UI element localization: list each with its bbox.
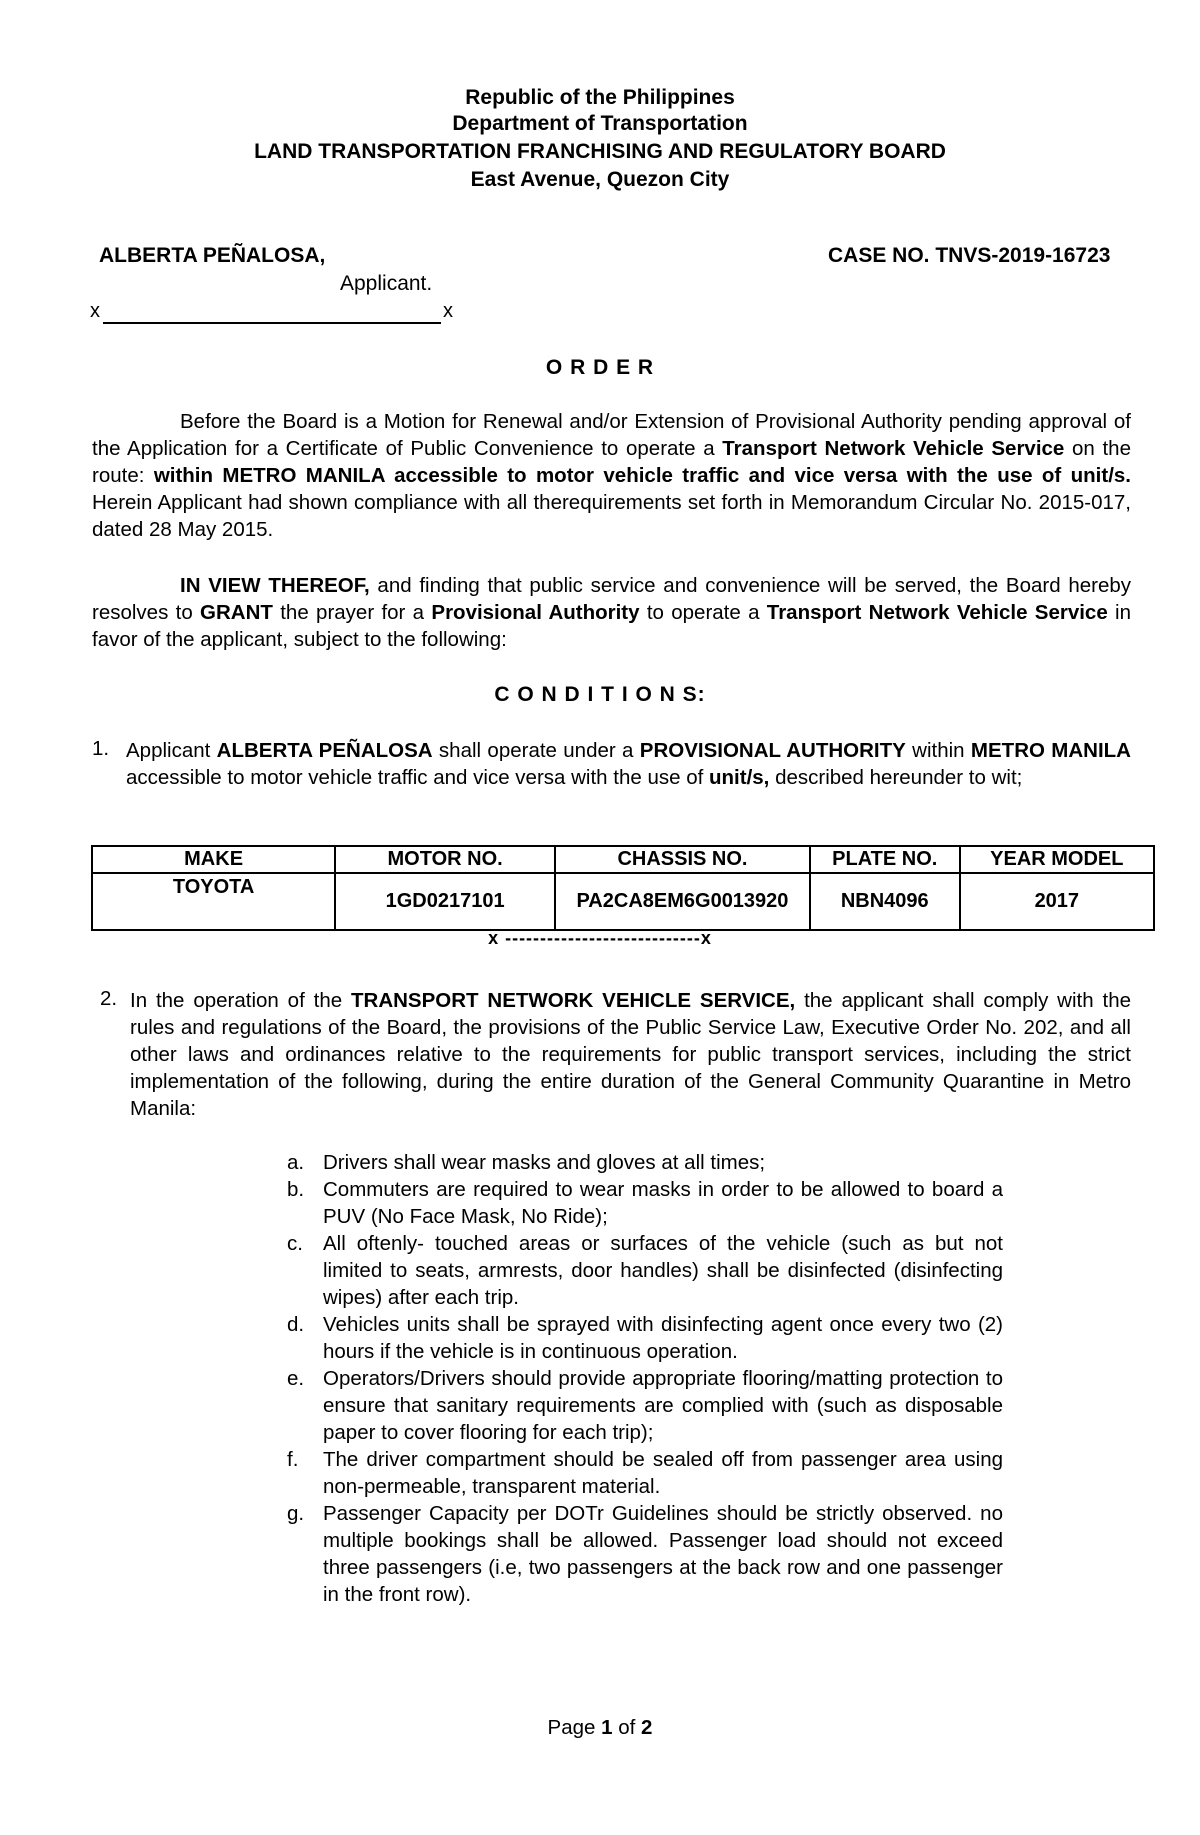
- header-department: Department of Transportation: [452, 112, 748, 135]
- header-make: MAKE: [92, 846, 335, 873]
- caption-sep-right: x: [443, 300, 453, 322]
- list-item-letter: e.: [287, 1367, 305, 1390]
- p2-text-4: in favor of the applicant, subject to the following:: [92, 601, 1132, 651]
- cell-chassis-no: PA2CA8EM6G0013920: [555, 873, 810, 930]
- cell-motor-no: 1GD0217101: [335, 873, 555, 930]
- page-footer: [0, 1716, 1200, 1740]
- order-title: O R D E R: [545, 356, 655, 379]
- list-item-text: Drivers shall wear masks and gloves at all times;: [323, 1151, 766, 1174]
- vehicle-table: [91, 845, 1155, 931]
- c1-bold-2: PROVISIONAL AUTHORITY: [639, 739, 906, 762]
- p2-text-1: and finding that public service and convenience will be served, the Board hereby resolves to: [92, 574, 1131, 624]
- c1-text-2: shall operate under a: [432, 739, 640, 762]
- c2-text-2: the applicant shall comply with the rules and regulations of the Board, the provisions of the Public Service Law, Executive Order No. 202, and all other laws and ordinances relative to the requirements for public transport services, including the strict implementation of the following, during the entire duration of the General Community Quarantine in Metro Manila:: [130, 989, 1132, 1120]
- c1-bold-3: METRO MANILA: [970, 739, 1131, 762]
- conditions-title: C O N D I T I O N S:: [494, 683, 706, 706]
- footer-page-total: 2: [641, 1716, 653, 1739]
- list-item: [287, 1176, 1003, 1230]
- header-address: East Avenue, Quezon City: [470, 168, 730, 191]
- list-item-letter: d.: [287, 1313, 305, 1336]
- c2-text-1: In the operation of the: [130, 989, 351, 1012]
- condition-2-number: 2.: [100, 987, 118, 1010]
- header-republic: Republic of the Philippines: [465, 86, 735, 109]
- p1-bold-2: within METRO MANILA accessible to motor vehicle traffic and vice versa with the use of unit/s.: [153, 464, 1131, 487]
- p1-bold-1: Transport Network Vehicle Service: [722, 437, 1065, 460]
- table-separator: x ----------------------------x: [488, 928, 712, 948]
- p2-bold-3: Provisional Authority: [431, 601, 640, 624]
- header-year-model: YEAR MODEL: [960, 846, 1154, 873]
- caption-sep-left: x: [90, 300, 100, 322]
- list-item-text: All oftenly- touched areas or surfaces of the vehicle (such as but not limited to seats, armrests, door handles) shall be disinfected (disinfecting wipes) after each trip.: [323, 1232, 1003, 1309]
- list-item-letter: a.: [287, 1151, 305, 1174]
- p2-bold-2: GRANT: [200, 601, 273, 624]
- c1-text-4: accessible to motor vehicle traffic and vice versa with the use of: [126, 766, 710, 789]
- list-item-letter: b.: [287, 1178, 305, 1201]
- applicant-role: Applicant.: [340, 272, 433, 295]
- list-item-letter: g.: [287, 1502, 305, 1525]
- list-item-text: The driver compartment should be sealed off from passenger area using non-permeable, transparent material.: [323, 1448, 1003, 1498]
- p2-text-3: to operate a: [639, 601, 767, 624]
- cell-make: TOYOTA: [92, 873, 335, 930]
- list-item: [287, 1149, 1003, 1176]
- vehicle-table-header-row: [92, 846, 1154, 873]
- cell-year-model: 2017: [960, 873, 1154, 930]
- p2-bold-4: Transport Network Vehicle Service: [766, 601, 1108, 624]
- list-item: [287, 1446, 1003, 1500]
- p2-bold-1: IN VIEW THEREOF,: [180, 574, 370, 597]
- paragraph-in-view-thereof: [92, 572, 1131, 653]
- condition-1-number: 1.: [92, 737, 110, 760]
- p1-text-1: Before the Board is a Motion for Renewal and/or Extension of Provisional Authority pending approval of the Application for a Certificate of Public Convenience to operate a: [92, 410, 1131, 460]
- c1-text-5: described hereunder to wit;: [769, 766, 1023, 789]
- p1-text-2: on the route:: [92, 437, 1131, 487]
- cell-plate-no: NBN4096: [810, 873, 960, 930]
- list-item-text: Commuters are required to wear masks in order to be allowed to board a PUV (No Face Mask, No Ride);: [323, 1178, 1003, 1228]
- quarantine-requirements-list: [287, 1149, 1003, 1608]
- table-row: [92, 873, 1154, 930]
- list-item-letter: c.: [287, 1232, 303, 1255]
- list-item: [287, 1230, 1003, 1311]
- c1-bold-1: ALBERTA PEÑALOSA: [216, 739, 433, 762]
- header-motor-no: MOTOR NO.: [335, 846, 555, 873]
- c1-bold-4: unit/s,: [709, 766, 770, 789]
- header-chassis-no: CHASSIS NO.: [555, 846, 810, 873]
- footer-of-word: of: [612, 1716, 642, 1739]
- footer-page-number: 1: [601, 1716, 613, 1739]
- c1-text-3: within: [905, 739, 971, 762]
- footer-page-word: Page: [547, 1716, 602, 1739]
- list-item-text: Passenger Capacity per DOTr Guidelines should be strictly observed. no multiple bookings shall be allowed. Passenger load should not exceed three passengers (i.e, two passengers at the back row and one passenger in the front row).: [323, 1502, 1003, 1606]
- header-board: LAND TRANSPORTATION FRANCHISING AND REGULATORY BOARD: [254, 140, 946, 163]
- p2-text-2: the prayer for a: [272, 601, 432, 624]
- list-item-text: Operators/Drivers should provide appropriate flooring/matting protection to ensure that sanitary requirements are complied with (such as disposable paper to cover flooring for each trip);: [323, 1367, 1003, 1444]
- p1-text-3: Herein Applicant had shown compliance with all therequirements set forth in Memorandum Circular No. 2015-017, dated 28 May 2015.: [92, 491, 1131, 541]
- list-item-letter: f.: [287, 1448, 299, 1471]
- caption-underline: [103, 322, 441, 324]
- case-number: CASE NO. TNVS-2019-16723: [828, 244, 1111, 267]
- list-item: [287, 1365, 1003, 1446]
- condition-1-text: [126, 737, 1131, 791]
- c2-bold-1: TRANSPORT NETWORK VEHICLE SERVICE,: [351, 989, 796, 1012]
- condition-2-text: [130, 987, 1131, 1122]
- c1-text-1: Applicant: [126, 739, 217, 762]
- header-plate-no: PLATE NO.: [810, 846, 960, 873]
- list-item: [287, 1500, 1003, 1608]
- paragraph-motion: [92, 408, 1131, 543]
- list-item: [287, 1311, 1003, 1365]
- list-item-text: Vehicles units shall be sprayed with disinfecting agent once every two (2) hours if the vehicle is in continuous operation.: [323, 1313, 1003, 1363]
- applicant-name: ALBERTA PEÑALOSA,: [99, 244, 326, 267]
